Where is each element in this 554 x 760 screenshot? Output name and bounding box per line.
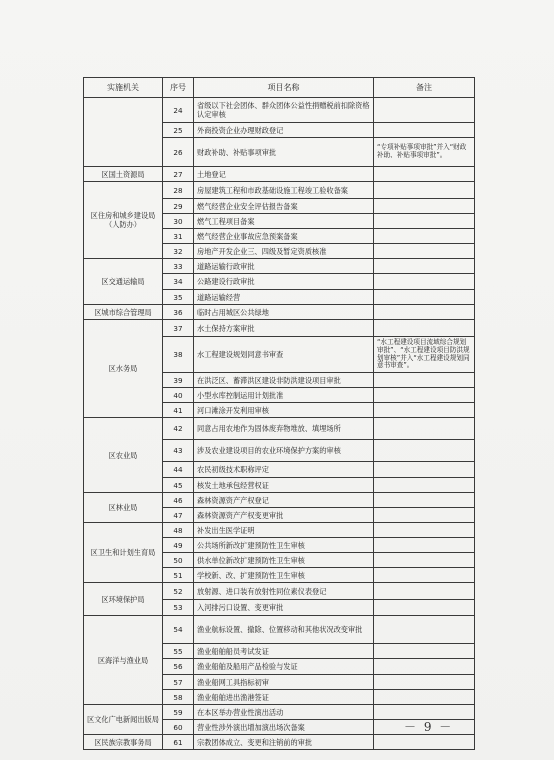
item-name-cell: 同意占用农地作为固体废弃物堆放、填埋场所 [194,418,374,440]
item-number-cell: 41 [163,403,194,418]
remarks-cell [374,568,475,583]
header-seq: 序号 [163,78,194,98]
remarks-cell [374,553,475,568]
table-body [84,98,475,750]
item-number-cell: 50 [163,553,194,568]
remarks-cell [374,214,475,229]
page-number: － 9 － [404,720,454,734]
item-name-cell: 燃气经营企业事故应急预案备案 [194,229,374,244]
remarks-cell [374,508,475,523]
agency-cell: 区林业局 [84,493,163,523]
item-number-cell: 43 [163,440,194,462]
table-header-row [84,78,475,98]
item-number-cell: 55 [163,644,194,659]
remarks-cell [374,229,475,244]
header-remarks: 备注 [374,78,475,98]
table-row [84,418,475,440]
agency-cell: 区卫生和计划生育局 [84,523,163,583]
item-number-cell: 54 [163,616,194,644]
item-number-cell: 57 [163,675,194,690]
agency-cell: 区文化广电新闻出版局 [84,705,163,735]
item-name-cell: 小型水库控制运用计划批准 [194,388,374,403]
item-number-cell: 47 [163,508,194,523]
item-name-cell: 核发土地承包经营权证 [194,478,374,493]
item-number-cell: 25 [163,123,194,138]
remarks-cell [374,659,475,675]
item-number-cell: 39 [163,373,194,388]
item-name-cell: 河口滩涂开发利用审核 [194,403,374,418]
remarks-cell [374,388,475,403]
item-number-cell: 51 [163,568,194,583]
agency-cell: 区国土资源局 [84,167,163,182]
item-name-cell: 水工程建设规划同意书审查 [194,337,374,373]
remarks-cell [374,373,475,388]
remarks-cell: “水工程建设项目流域综合规划审批”、“水工程建设项目防洪规划审核”并入“水工程建设规划同意书审查”。 [374,337,475,373]
item-name-cell: 省级以下社会团体、群众团体公益性捐赠税前扣除资格认定审核 [194,98,374,123]
item-name-cell: 森林资源资产产权变更审批 [194,508,374,523]
item-name-cell: 入河排污口设置、变更审批 [194,600,374,616]
item-number-cell: 45 [163,478,194,493]
remarks-cell [374,690,475,705]
item-number-cell: 40 [163,388,194,403]
approval-items-table [83,77,475,750]
item-name-cell: 宗教团体成立、变更和注销前的审批 [194,735,374,750]
agency-cell: 区水务局 [84,320,163,418]
item-name-cell: 道路运输经营 [194,290,374,305]
remarks-cell [374,403,475,418]
agency-cell: 区住房和城乡建设局（人防办） [84,182,163,259]
item-name-cell: 供水单位新改扩建预防性卫生审核 [194,553,374,568]
agency-cell: 区农业局 [84,418,163,493]
item-name-cell: 外商投资企业办理财政登记 [194,123,374,138]
table-row [84,583,475,600]
item-number-cell: 48 [163,523,194,538]
item-name-cell: 森林资源资产产权登记 [194,493,374,508]
agency-cell: 区交通运输局 [84,259,163,305]
table-row [84,616,475,644]
item-number-cell: 24 [163,98,194,123]
item-name-cell: 房屋建筑工程和市政基础设施工程竣工验收备案 [194,182,374,199]
table-row [84,182,475,199]
header-item-name: 项目名称 [194,78,374,98]
item-number-cell: 34 [163,274,194,290]
item-name-cell: 道路运输行政审批 [194,259,374,274]
item-name-cell: 土地登记 [194,167,374,182]
item-name-cell: 公共场所新改扩建预防性卫生审核 [194,538,374,553]
item-name-cell: 涉及农业建设项目的农业环境保护方案的审核 [194,440,374,462]
item-number-cell: 44 [163,462,194,478]
remarks-cell [374,600,475,616]
item-name-cell: 在洪泛区、蓄滞洪区建设非防洪建设项目审批 [194,373,374,388]
item-number-cell: 60 [163,720,194,735]
item-number-cell: 59 [163,705,194,720]
remarks-cell [374,244,475,259]
table-row [84,735,475,750]
item-name-cell: 渔业船网工具指标初审 [194,675,374,690]
item-name-cell: 渔业航标设置、撤除、位置移动和其他状况改变审批 [194,616,374,644]
remarks-cell [374,616,475,644]
agency-cell: 区环境保护局 [84,583,163,616]
remarks-cell [374,98,475,123]
item-number-cell: 37 [163,320,194,337]
item-name-cell: 渔业船舶船员考试发证 [194,644,374,659]
remarks-cell [374,123,475,138]
remarks-cell [374,675,475,690]
remarks-cell [374,462,475,478]
item-number-cell: 53 [163,600,194,616]
item-number-cell: 36 [163,305,194,320]
item-name-cell: 渔业船舶及船用产品检验与发证 [194,659,374,675]
item-number-cell: 42 [163,418,194,440]
remarks-cell [374,735,475,750]
remarks-cell [374,644,475,659]
table-row [84,305,475,320]
item-name-cell: 学校新、改、扩建预防性卫生审核 [194,568,374,583]
remarks-cell [374,259,475,274]
table-row [84,167,475,182]
remarks-cell [374,305,475,320]
remarks-cell [374,199,475,214]
remarks-cell [374,493,475,508]
item-number-cell: 61 [163,735,194,750]
agency-cell [84,98,163,167]
remarks-cell [374,583,475,600]
table-row [84,493,475,508]
item-number-cell: 35 [163,290,194,305]
item-name-cell: 水土保持方案审批 [194,320,374,337]
item-name-cell: 放射源、进口装有放射性同位素仪表登记 [194,583,374,600]
item-number-cell: 27 [163,167,194,182]
item-name-cell: 临时占用城区公共绿地 [194,305,374,320]
remarks-cell [374,167,475,182]
item-name-cell: 营业性涉外演出增加演出场次备案 [194,720,374,735]
agency-cell: 区海洋与渔业局 [84,616,163,705]
remarks-cell [374,440,475,462]
item-name-cell: 农民初级技术职称评定 [194,462,374,478]
item-name-cell: 渔业船舶进出渔港签证 [194,690,374,705]
item-number-cell: 32 [163,244,194,259]
item-number-cell: 46 [163,493,194,508]
remarks-cell [374,290,475,305]
table-row [84,98,475,123]
item-number-cell: 56 [163,659,194,675]
item-number-cell: 30 [163,214,194,229]
remarks-cell [374,274,475,290]
item-name-cell: 在本区举办营业性演出活动 [194,705,374,720]
remarks-cell [374,523,475,538]
item-number-cell: 49 [163,538,194,553]
item-number-cell: 29 [163,199,194,214]
table-row [84,320,475,337]
remarks-cell [374,538,475,553]
agency-cell: 区城市综合管理局 [84,305,163,320]
item-number-cell: 31 [163,229,194,244]
item-name-cell: 燃气经营企业安全评估报告备案 [194,199,374,214]
item-name-cell: 燃气工程项目备案 [194,214,374,229]
remarks-cell [374,418,475,440]
item-name-cell: 公路建设行政审批 [194,274,374,290]
remarks-cell [374,478,475,493]
item-number-cell: 58 [163,690,194,705]
agency-cell: 区民族宗教事务局 [84,735,163,750]
remarks-cell [374,320,475,337]
item-name-cell: 财政补助、补贴事项审批 [194,138,374,167]
item-name-cell: 房地产开发企业三、四级及暂定资质核准 [194,244,374,259]
table-row [84,259,475,274]
header-agency: 实施机关 [84,78,163,98]
item-number-cell: 52 [163,583,194,600]
item-number-cell: 33 [163,259,194,274]
remarks-cell: “专项补贴事项审批”并入“财政补助、补贴事项审批”。 [374,138,475,167]
item-number-cell: 38 [163,337,194,373]
item-number-cell: 28 [163,182,194,199]
item-name-cell: 补发出生医学证明 [194,523,374,538]
table-row [84,523,475,538]
remarks-cell [374,182,475,199]
item-number-cell: 26 [163,138,194,167]
